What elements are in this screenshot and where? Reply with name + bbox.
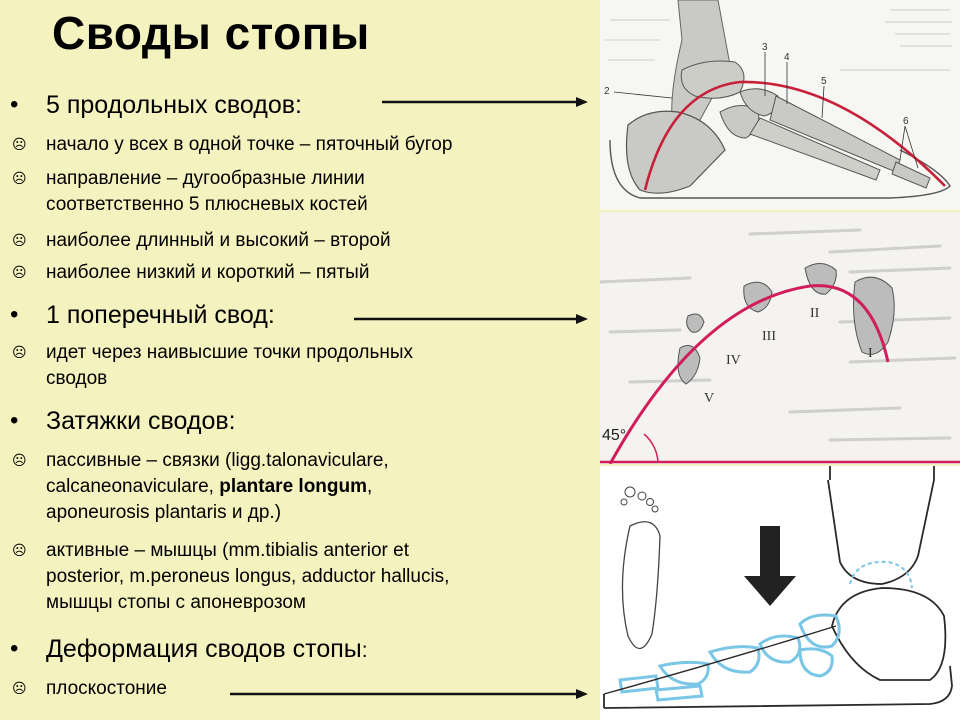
bold-term: plantare longum [219,476,368,497]
list-item-text: пассивные – связки (ligg.talonaviculare, calcaneonaviculare, plantare longum, aponeurosis plantaris и др.) [46,450,389,523]
list-item-text: плоскостоние [46,678,167,699]
list-item-text: направление – дугообразные линии соответственно 5 плюсневых костей [46,168,368,215]
section-heading: 5 продольных сводов: [46,91,302,119]
longitudinal-arches-diagram [600,0,960,210]
list-item-text: начало у всех в одной точке – пяточный бугор [46,134,453,155]
section-deformation [10,634,368,666]
frown-bullet-icon: ☹ [12,265,27,281]
section-heading: 1 поперечный свод: [46,301,275,329]
list-item [12,132,452,158]
bullet-dot-icon: • [10,91,19,118]
list-item-text: наиболее длинный и высокий – второй [46,230,391,251]
list-item [12,166,368,218]
frown-bullet-icon: ☹ [12,137,27,153]
section-arch-ties [10,406,236,436]
label-II: II [810,306,820,321]
section-heading: Деформация сводов стопы: [46,635,368,663]
slide-title: Своды стопы [52,7,370,59]
list-item [12,340,413,392]
label-IV: IV [726,353,741,368]
transverse-arch-diagram [600,212,960,464]
list-item-text: идет через наивысшие точки продольных сводов [46,342,414,389]
section-transverse-arch [10,300,275,330]
list-item [12,448,389,526]
frown-bullet-icon: ☹ [12,543,27,559]
flatfoot-diagram [600,466,960,720]
list-item-text: наиболее низкий и короткий – пятый [46,262,370,283]
list-item [12,260,369,286]
label-I: I [868,346,873,361]
frown-bullet-icon: ☹ [12,681,27,697]
label-V: V [704,391,715,406]
label-5: 5 [821,76,827,87]
list-item [12,228,391,254]
frown-bullet-icon: ☹ [12,345,27,361]
list-item [12,676,167,702]
arrow-right-icon [352,311,590,327]
bullet-dot-icon: • [10,635,19,662]
label-4: 4 [784,52,790,63]
bullet-dot-icon: • [10,407,19,434]
label-6: 6 [903,116,909,127]
label-3: 3 [762,42,768,53]
frown-bullet-icon: ☹ [12,171,27,187]
frown-bullet-icon: ☹ [12,453,27,469]
bullet-dot-icon: • [10,301,19,328]
label-III: III [762,329,776,344]
section-longitudinal-arches [10,90,302,120]
angle-label: 45° [602,427,627,444]
section-heading: Затяжки сводов: [46,407,236,435]
arrow-right-icon [380,94,590,110]
list-item [12,538,449,616]
label-2: 2 [604,86,610,97]
list-item-text: активные – мышцы (mm.tibialis anterior et posterior, m.peroneus longus, adductor hallucis, мышцы стопы с апоневрозом [46,540,450,613]
arrow-right-icon [228,686,590,702]
frown-bullet-icon: ☹ [12,233,27,249]
